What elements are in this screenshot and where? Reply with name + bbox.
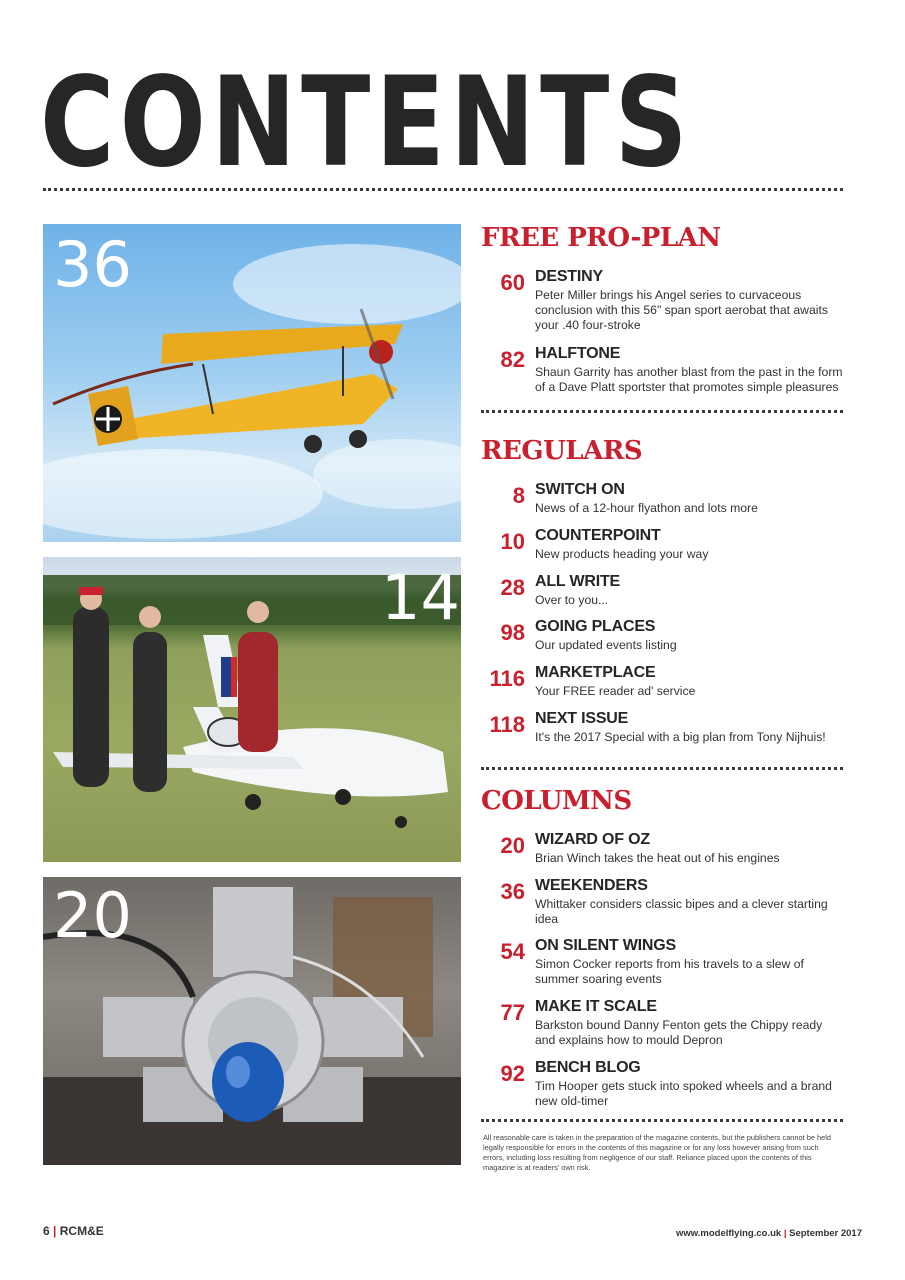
entry-page-number: 36 xyxy=(500,879,525,904)
magazine-name: RCM&E xyxy=(59,1224,104,1238)
website-link[interactable]: www.modelflying.co.uk xyxy=(675,1228,782,1239)
entry-title: WIZARD OF OZ xyxy=(535,831,650,848)
section-heading-free-pro-plan: FREE PRO-PLAN xyxy=(481,223,721,253)
entry-page-number: 10 xyxy=(500,529,525,554)
photo-page-number: 14 xyxy=(381,561,460,634)
entry-page-number: 116 xyxy=(489,666,525,691)
entry-description: Brian Winch takes the heat out of his engines xyxy=(535,851,780,865)
footer-left xyxy=(43,1224,104,1238)
entry-title: MARKETPLACE xyxy=(535,664,656,681)
entry-page-number: 77 xyxy=(500,1000,525,1025)
section-heading-columns: COLUMNS xyxy=(481,786,632,816)
section-divider xyxy=(481,410,843,413)
entry-description: It's the 2017 Special with a big plan from Tony Nijhuis! xyxy=(535,730,826,744)
entry-page-number: 98 xyxy=(500,620,525,645)
entry-description: Shaun Garrity has another blast from the past in the form of a Dave Platt sportster that promotes simple pleasures xyxy=(535,365,843,394)
entry-page-number: 28 xyxy=(500,575,525,600)
entry-title: SWITCH ON xyxy=(535,481,625,498)
entry-title: DESTINY xyxy=(535,268,603,285)
entry-description: Peter Miller brings his Angel series to curvaceous conclusion with this 56" span sport aerobat that awaits your .40 four-stroke xyxy=(535,288,828,332)
entry-description: Whittaker considers classic bipes and a clever starting idea xyxy=(535,897,828,926)
entry-description: Tim Hooper gets stuck into spoked wheels and a brand new old-timer xyxy=(535,1079,832,1108)
footer-right xyxy=(676,1228,862,1239)
entry-description: Your FREE reader ad' service xyxy=(535,684,696,698)
entry-page-number: 118 xyxy=(489,712,525,737)
photo-biplane xyxy=(43,224,461,542)
disclaimer-text: All reasonable care is taken in the preparation of the magazine contents, but the publishers cannot be held legally responsible for errors in the contents of this magazine or for any loss however arising from such errors, including loss resulting from negligence of our staff. Reliance placed upon the contents of this magazine is at readers' own risk. xyxy=(483,1133,831,1172)
entry-page-number: 82 xyxy=(500,347,525,372)
entry-title: HALFTONE xyxy=(535,345,621,362)
footer-separator: | xyxy=(783,1228,787,1239)
entry-title: ON SILENT WINGS xyxy=(535,937,677,954)
entry-description: Simon Cocker reports from his travels to a slew of summer soaring events xyxy=(535,957,804,986)
folio-page-number: 6 xyxy=(43,1224,50,1238)
entry-description: New products heading your way xyxy=(535,547,709,561)
photo-jet xyxy=(43,557,461,862)
entry-page-number: 60 xyxy=(500,270,525,295)
entry-description: Over to you... xyxy=(535,593,609,607)
entry-description: Barkston bound Danny Fenton gets the Chippy ready and explains how to mould Depron xyxy=(535,1018,823,1047)
entry-title: MAKE IT SCALE xyxy=(535,998,657,1015)
issue-date: September 2017 xyxy=(789,1228,862,1239)
entry-page-number: 20 xyxy=(500,833,525,858)
entry-title: ALL WRITE xyxy=(535,573,621,590)
entry-page-number: 8 xyxy=(512,483,525,508)
photo-page-number: 36 xyxy=(53,228,132,301)
title-divider xyxy=(43,188,843,191)
entry-description: News of a 12-hour flyathon and lots more xyxy=(535,501,758,515)
entry-page-number: 54 xyxy=(500,939,525,964)
entry-page-number: 92 xyxy=(500,1061,525,1086)
entry-title: BENCH BLOG xyxy=(535,1059,641,1076)
footer-separator: | xyxy=(53,1224,57,1238)
section-divider xyxy=(481,767,843,770)
entry-title: NEXT ISSUE xyxy=(535,710,629,727)
photo-page-number: 20 xyxy=(53,879,132,952)
photo-engine xyxy=(43,877,461,1165)
section-heading-regulars: REGULARS xyxy=(481,436,643,466)
entry-title: WEEKENDERS xyxy=(535,877,648,894)
entry-title: COUNTERPOINT xyxy=(535,527,661,544)
entry-description: Our updated events listing xyxy=(535,638,677,652)
entry-title: GOING PLACES xyxy=(535,618,656,635)
section-divider xyxy=(481,1119,843,1122)
page-title: CONTENTS xyxy=(40,49,693,195)
